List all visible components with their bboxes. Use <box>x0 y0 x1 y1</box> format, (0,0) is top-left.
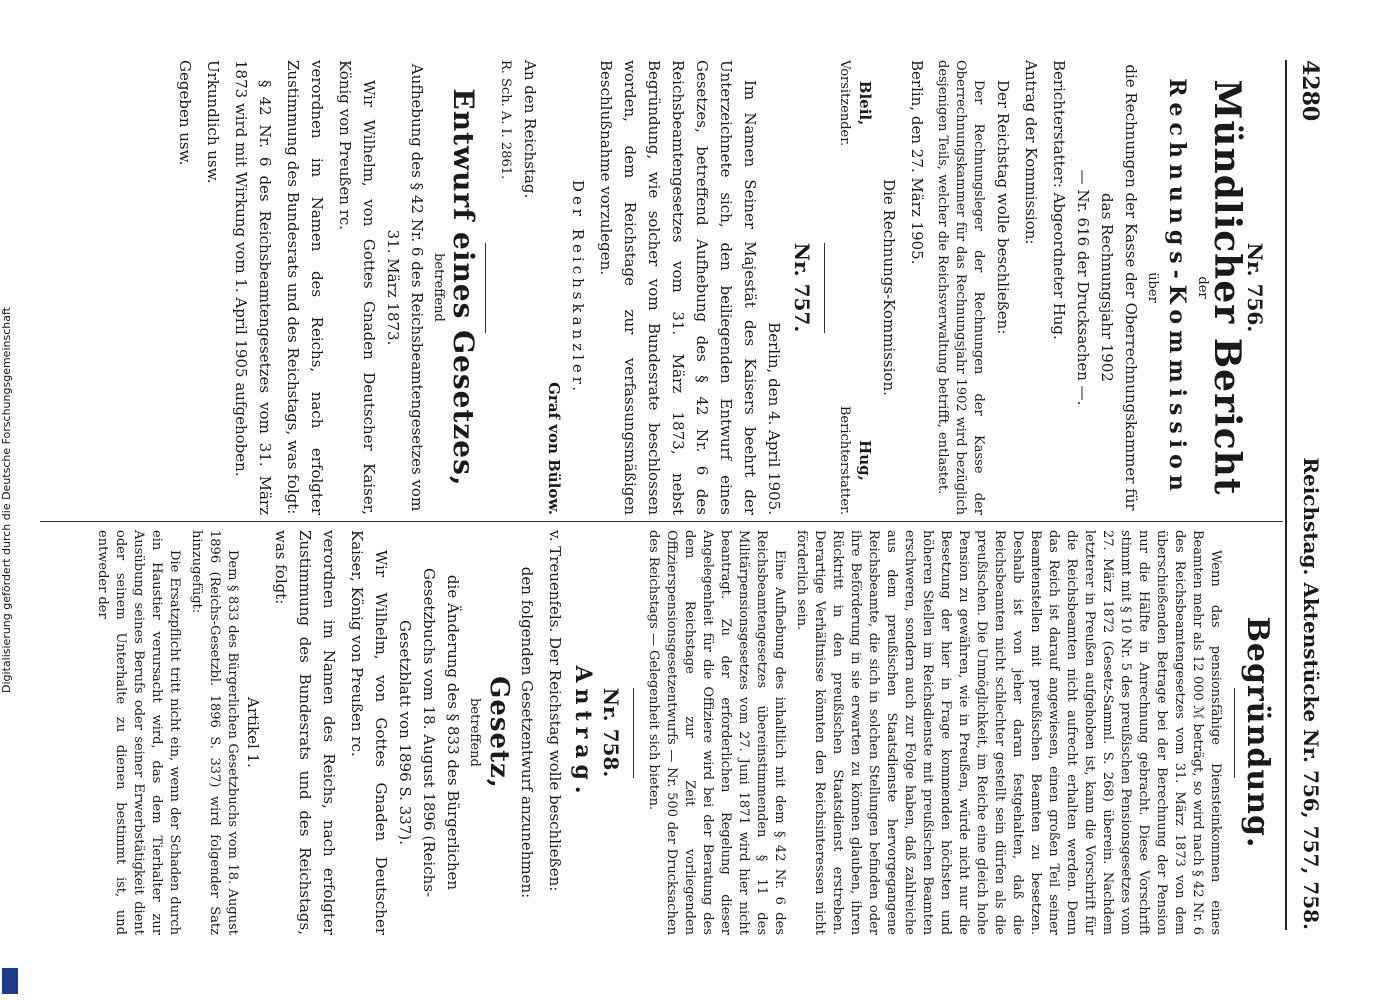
paragraph-757: § 42 Nr. 6 des Reichsbeamtengesetzes vom 31. März 1873 wird mit Wirkung vom 1. April 1905 aufgehoben. <box>232 60 274 515</box>
der-label: der <box>1195 276 1210 299</box>
nr756-heading: Nr. 756. <box>1243 242 1267 333</box>
running-title: Reichstag. Aktenstücke Nr. 756, 757, 758. <box>1299 457 1323 930</box>
chancellor-name: Graf von Bülow. <box>545 382 563 515</box>
entwurf-betreffend: betreffend <box>431 253 446 322</box>
artikel-heading: Artikel 1. <box>244 697 262 768</box>
separator-rule-4 <box>633 688 634 778</box>
gesetz-subject: die Änderung des § 833 des Bürgerlichen Gesetzbuchs vom 18. August 1896 (Reichs-Gesetzblatt von 1896 S. 337). <box>396 567 462 898</box>
chair-name: Bleil, <box>856 80 874 126</box>
antrag-text: Der Reichstag wolle beschließen: <box>994 80 1012 335</box>
report-subject: die Rechnungen der Kasse der Oberrechnungskammer für das Rechnungsjahr 1902 <box>1098 64 1140 511</box>
nr758-heading: Nr. 758. <box>599 687 623 778</box>
separator-rule-3 <box>1234 688 1235 778</box>
signature-chair <box>835 60 877 146</box>
header-rule <box>1285 60 1287 930</box>
treuenfels-line: v. Treuenfels. Der Reichstag wolle beschließen: <box>546 530 564 892</box>
gesetz-title: Gesetz, <box>484 676 514 789</box>
chair-role: Vorsitzender. <box>837 60 852 147</box>
gegeben: Gegeben usw. <box>176 60 194 166</box>
urkundlich: Urkundlich usw. <box>204 60 222 184</box>
right-column <box>40 530 1273 935</box>
artikel-body-2: Die Ersatzpflicht tritt nicht ein, wenn der Schaden durch ein Haustier verursacht wird, das dem Tierhalter zur Ausübung seines Berufs oder seiner Erwerbstätigkeit dient oder seinem Unterhalte zu dienen bestimmt ist, und entweder der <box>95 530 182 935</box>
ueber-label: über <box>1145 272 1160 303</box>
antrag-title: Antrag. <box>570 665 596 800</box>
nr757-heading: Nr. 757. <box>790 242 814 333</box>
entwurf-title: Entwurf eines Gesetzes, <box>447 88 480 487</box>
gesetz-betreffend: betreffend <box>467 698 482 767</box>
treuenfels-line-2: den folgenden Gesetzentwurf anzunehmen: <box>518 566 536 899</box>
funding-credit-strip <box>0 0 20 1000</box>
date-757: Berlin, den 4. April 1905. <box>765 322 783 515</box>
antrag-body: Der Rechnungsleger der Rechnungen der Kasse der Oberrechnungskammer für das Rechnungsjahr 1902 wird bezüglich desjenigen Teils, welcher die Reichsverwaltung betrifft, entlastet. <box>935 60 986 515</box>
commission-title: Rechnungs-Kommission <box>1164 78 1190 497</box>
signature-reporter <box>835 406 877 515</box>
begruendung-body-2: Eine Aufhebung des inhaltlich mit dem § 42 Nr. 6 des Reichsbeamtengesetzes übereinstimmenden § 11 des Militärpensionsgesetzes vom 27. Juni 1871 wird hier nicht beantragt. Zu der erforderlichen Regelung dieser Angelegenheit für die Offiziere wird bei der Beratung des dem Reichstage zur Zeit vorliegenden Offizierspensionsgesetzentwurfs — Nr. 500 der Drucksachen des Reichstags — Gelegenheit sich bieten. <box>646 530 787 935</box>
drucksache-ref: — Nr. 616 der Drucksachen —. <box>1074 169 1092 406</box>
addressee: An den Reichstag. <box>521 60 539 199</box>
commission-signature: Die Rechnungs-Kommission. <box>880 179 898 396</box>
report-title: Mündlicher Bericht <box>1206 79 1248 496</box>
reporter-role: Berichterstatter. <box>837 405 852 515</box>
separator-rule-2 <box>485 243 486 333</box>
page-number: 4280 <box>1297 60 1323 122</box>
reference-number: R. Sch. A. I. 2861. <box>498 60 513 180</box>
page-header <box>1291 60 1331 930</box>
wir-wilhelm-757: Wir Wilhelm, von Gottes Gnaden Deutscher Kaiser, König von Preußen rc. <box>336 60 378 515</box>
verordnen-758: verordnen im Namen des Reichs, nach erfolgter Zustimmung des Bundesrats und des Reichstags, was folgt: <box>272 530 338 935</box>
nr757-body: Im Namen Seiner Majestät des Kaisers beehrt der Unterzeichnete sich, den beiliegenden Entwurf eines Gesetzes, betreffend Aufhebung des § 42 Nr. 6 des Reichsbeamtengesetzes vom 31. März 1873, nebst Begründung, wie solcher vom Bundesrate beschlossen worden, dem Reichstage zur verfassungsmäßigen Beschlußnahme vorzulegen. <box>597 60 759 515</box>
left-column <box>40 60 1273 515</box>
dfg-logo-icon <box>2 968 18 994</box>
separator-rule <box>824 243 825 333</box>
verordnen-757: verordnen im Namen des Reichs, nach erfolgter Zustimmung des Bundesrats und des Reichstags, was folgt: <box>284 60 326 515</box>
berichterstatter: Berichterstatter: Abgeordneter Hug. <box>1050 60 1068 340</box>
chancellor-title: Der Reichskanzler. <box>569 179 587 396</box>
antrag-label: Antrag der Kommission: <box>1022 60 1040 245</box>
reporter-name: Hug, <box>856 440 874 481</box>
entwurf-subject: Aufhebung des § 42 Nr. 6 des Reichsbeamtengesetzes vom 31. März 1873. <box>384 63 426 512</box>
begruendung-title: Begründung. <box>1240 616 1275 849</box>
column-divider <box>40 521 1283 522</box>
date-756: Berlin, den 27. März 1905. <box>908 60 926 265</box>
funding-credit: Digitalisierung gefördert durch die Deutsche Forschungsgemeinschaft <box>0 307 13 693</box>
begruendung-body-1: Wenn das pensionsfähige Diensteinkommen eines Beamten mehr als 12 000 ℳ beträgt, so wird nach § 42 Nr. 6 des Reichsbeamtengesetzes vom 31. März 1873 von dem überschießenden Betrage bei der Berechnung der Pension nur die Hälfte in Anrechnung gebracht. Diese Vorschrift stimmt mit § 10 Nr. 5 des preußischen Pensionsgesetzes vom 27. März 1872 (Gesetz-Samml. S. 268) überein. Nachdem letzterer in Preußen aufgehoben ist, kann die Vorschrift für die Reichsbeamten nicht aufrecht erhalten werden. Denn das Reich ist darauf angewiesen, einen großen Teil seiner Beamtenstellen mit preußischen Beamten zu besetzen. Deshalb ist von jeher daran festgehalten, daß die Reichsbeamten nicht schlechter gestellt sein dürfen als die preußischen. Die Unmöglichkeit, im Reiche eine gleich hohe Pension zu gewähren, wie in Preußen, würde nicht nur die Besetzung der hier in Frage kommenden höchsten und höheren Stellen im Reichsdienste mit preußischen Beamten erschweren, sondern auch zur Folge haben, daß zahlreiche aus dem preußischen Staatsdienste hervorgegangene Reichsbeamte, die sich in solchen Stellungen befinden oder ihre Beförderung in sie erwarten zu können glauben, ihren Rücktritt in den preußischen Staatsdienst erstreben. Derartige Verhältnisse könnten den Reichsinteressen nicht förderlich sein. <box>794 530 1223 935</box>
wir-wilhelm-758: Wir Wilhelm, von Gottes Gnaden Deutscher Kaiser, König von Preußen rc. <box>348 530 390 935</box>
artikel-body: Dem § 833 des Bürgerlichen Gesetzbuchs vom 18. August 1896 (Reichs-Gesetzbl. 1896 S. 337) wird folgender Satz hinzugefügt: <box>189 530 240 935</box>
